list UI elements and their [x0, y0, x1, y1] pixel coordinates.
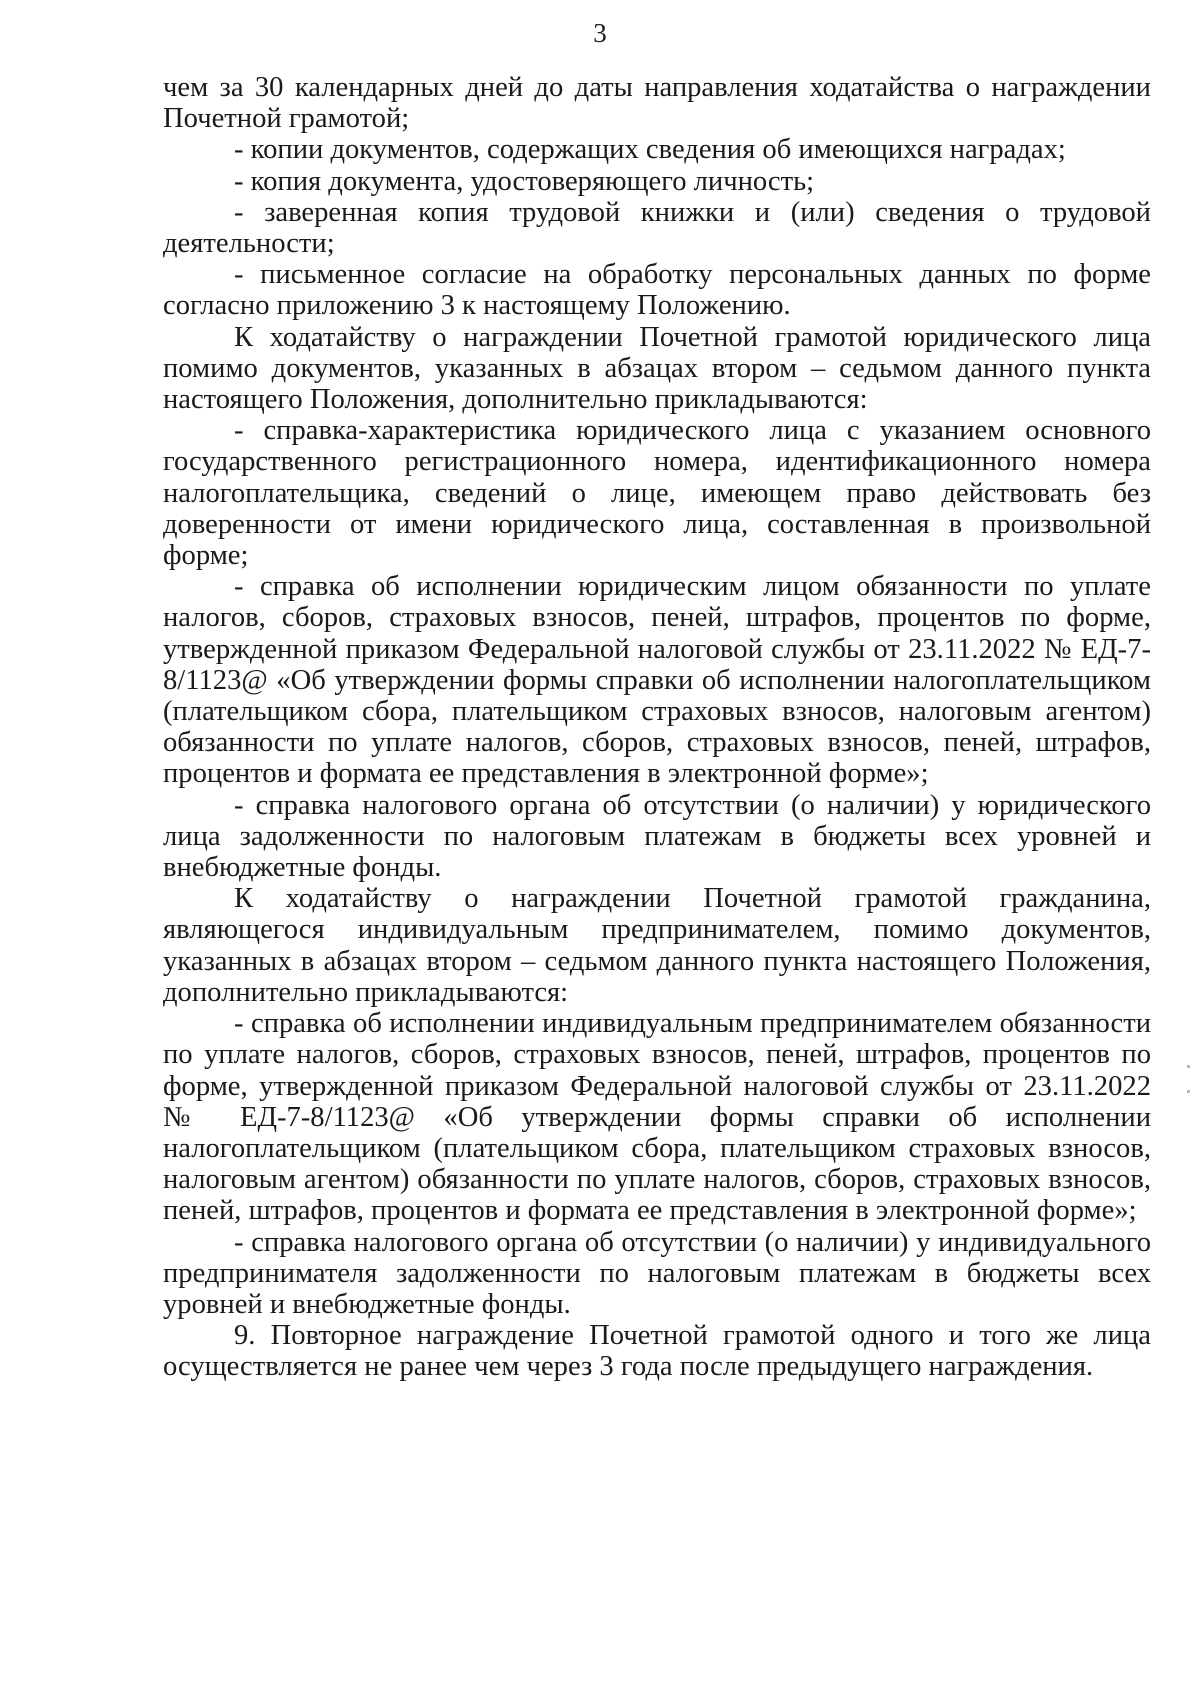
paragraph-legal-entity-intro: К ходатайству о награждении Почетной грамотой юридического лица помимо документов, указанных в абзацах втором – седьмом данного пункта настоящего Положения, дополнительно прикладываются:: [163, 321, 1151, 416]
list-item-legal-entity-debt-certificate: - справка налогового органа об отсутствии (о наличии) у юридического лица задолженности по налоговым платежам в бюджеты всех уровней и внебюджетные фонды.: [163, 789, 1151, 884]
scan-artifact: [1187, 1090, 1190, 1093]
scan-artifact: [1187, 1065, 1190, 1068]
list-item-legal-entity-reference: - справка-характеристика юридического лица с указанием основного государственного регистрационного номера, идентификационного номера налогоплательщика, сведений о лице, имеющем право действовать без доверенности от имени юридического лица, составленная в произвольной форме;: [163, 415, 1151, 572]
paragraph-clause-9: 9. Повторное награждение Почетной грамотой одного и того же лица осуществляется не ранее чем через 3 года после предыдущего награждения.: [163, 1320, 1151, 1383]
list-item-employment-record: - заверенная копия трудовой книжки и (или) сведения о трудовой деятельности;: [163, 196, 1151, 260]
document-body: [163, 72, 1151, 1383]
paragraph-continuation: чем за 30 календарных дней до даты направления ходатайства о награждении Почетной грамотой;: [163, 72, 1151, 135]
page-number: 3: [593, 18, 607, 48]
paragraph-entrepreneur-intro: К ходатайству о награждении Почетной грамотой гражданина, являющегося индивидуальным предпринимателем, помимо документов, указанных в абзацах втором – седьмом данного пункта настоящего Положения, дополнительно прикладываются:: [163, 883, 1151, 1008]
list-item-legal-entity-tax-certificate: - справка об исполнении юридическим лицом обязанности по уплате налогов, сборов, страховых взносов, пеней, штрафов, процентов по форме, утвержденной приказом Федеральной налоговой службы от 23.11.2022 № ЕД-7-8/1123@ «Об утверждении формы справки об исполнении налогоплательщиком (плательщиком сбора, плательщиком страховых взносов, налоговым агентом) обязанности по уплате налогов, сборов, страховых взносов, пеней, штрафов, процентов и формата ее представления в электронной форме»;: [163, 571, 1151, 790]
list-item-entrepreneur-debt-certificate: - справка налогового органа об отсутствии (о наличии) у индивидуального предпринимателя задолженности по налоговым платежам в бюджеты всех уровней и внебюджетные фонды.: [163, 1226, 1151, 1320]
list-item-identity-document: - копия документа, удостоверяющего личность;: [234, 165, 815, 197]
list-item-award-documents: - копии документов, содержащих сведения об имеющихся наградах;: [234, 134, 1066, 166]
list-item-entrepreneur-tax-certificate: - справка об исполнении индивидуальным предпринимателем обязанности по уплате налогов, сборов, страховых взносов, пеней, штрафов, процентов по форме, утвержденной приказом Федеральной налоговой службы от 23.11.2022 № ЕД-7-8/1123@ «Об утверждении формы справки об исполнении налогоплательщиком (плательщиком сбора, плательщиком страховых взносов, налоговым агентом) обязанности по уплате налогов, сборов, страховых взносов, пеней, штрафов, процентов и формата ее представления в электронной форме»;: [163, 1008, 1151, 1227]
list-item-personal-data-consent: - письменное согласие на обработку персональных данных по форме согласно приложению 3 к настоящему Положению.: [163, 259, 1151, 322]
